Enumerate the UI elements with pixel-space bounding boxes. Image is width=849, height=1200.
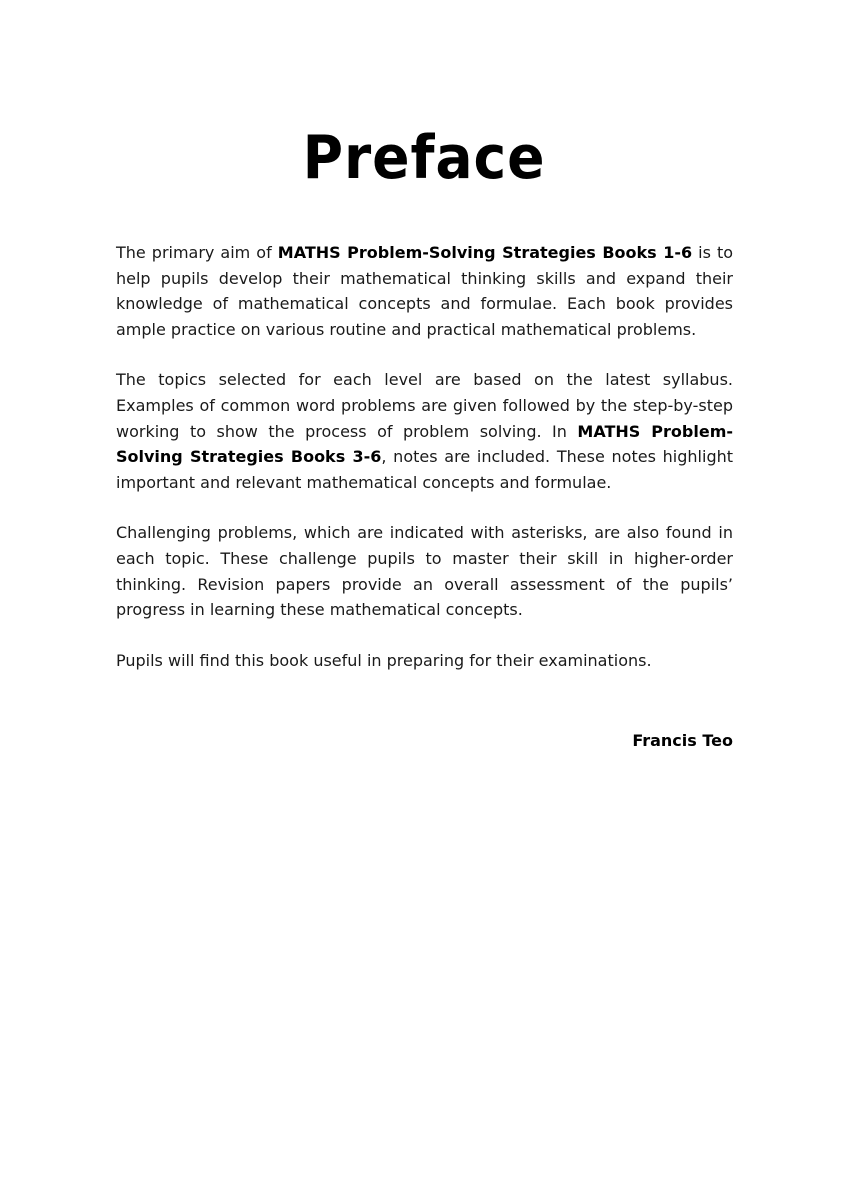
paragraph-closing	[116, 648, 733, 674]
preface-body	[116, 240, 733, 698]
paragraph-challenges-text: Challenging problems, which are indicated with asterisks, are also found in each topic. These challenge pupils to master their skill in higher-order thinking. Revision papers provide an overall assessment of the pupils’ progress in learning these mathematical concepts.	[116, 523, 733, 620]
book-series-subset-title: MATHS Problem-Solving Strategies Books 3-6	[116, 421, 734, 467]
paragraph-topics-text-1: The topics selected for each level are based on the latest syllabus. Examples of common word problems are given followed by the step-by-step working to show the process of problem solving. In	[116, 370, 733, 441]
book-series-title: MATHS Problem-Solving Strategies Books 1-6	[277, 243, 693, 262]
paragraph-challenges	[116, 520, 733, 622]
paragraph-aim	[116, 240, 733, 342]
paragraph-topics	[116, 367, 733, 495]
paragraph-aim-text-1: The primary aim of	[116, 243, 278, 262]
paragraph-closing-text: Pupils will find this book useful in preparing for their examinations.	[116, 650, 652, 670]
page-title-text: Preface	[303, 123, 546, 193]
paragraph-topics-text-2: , notes are included. These notes highlight important and relevant mathematical concepts and formulae.	[116, 447, 734, 492]
page-title	[0, 123, 849, 193]
paragraph-aim-text-2: is to help pupils develop their mathematical thinking skills and expand their knowledge of mathematical concepts and formulae. Each book provides ample practice on various routine and practical mathematical problems.	[116, 243, 734, 339]
author-signature: Francis Teo	[632, 731, 733, 750]
